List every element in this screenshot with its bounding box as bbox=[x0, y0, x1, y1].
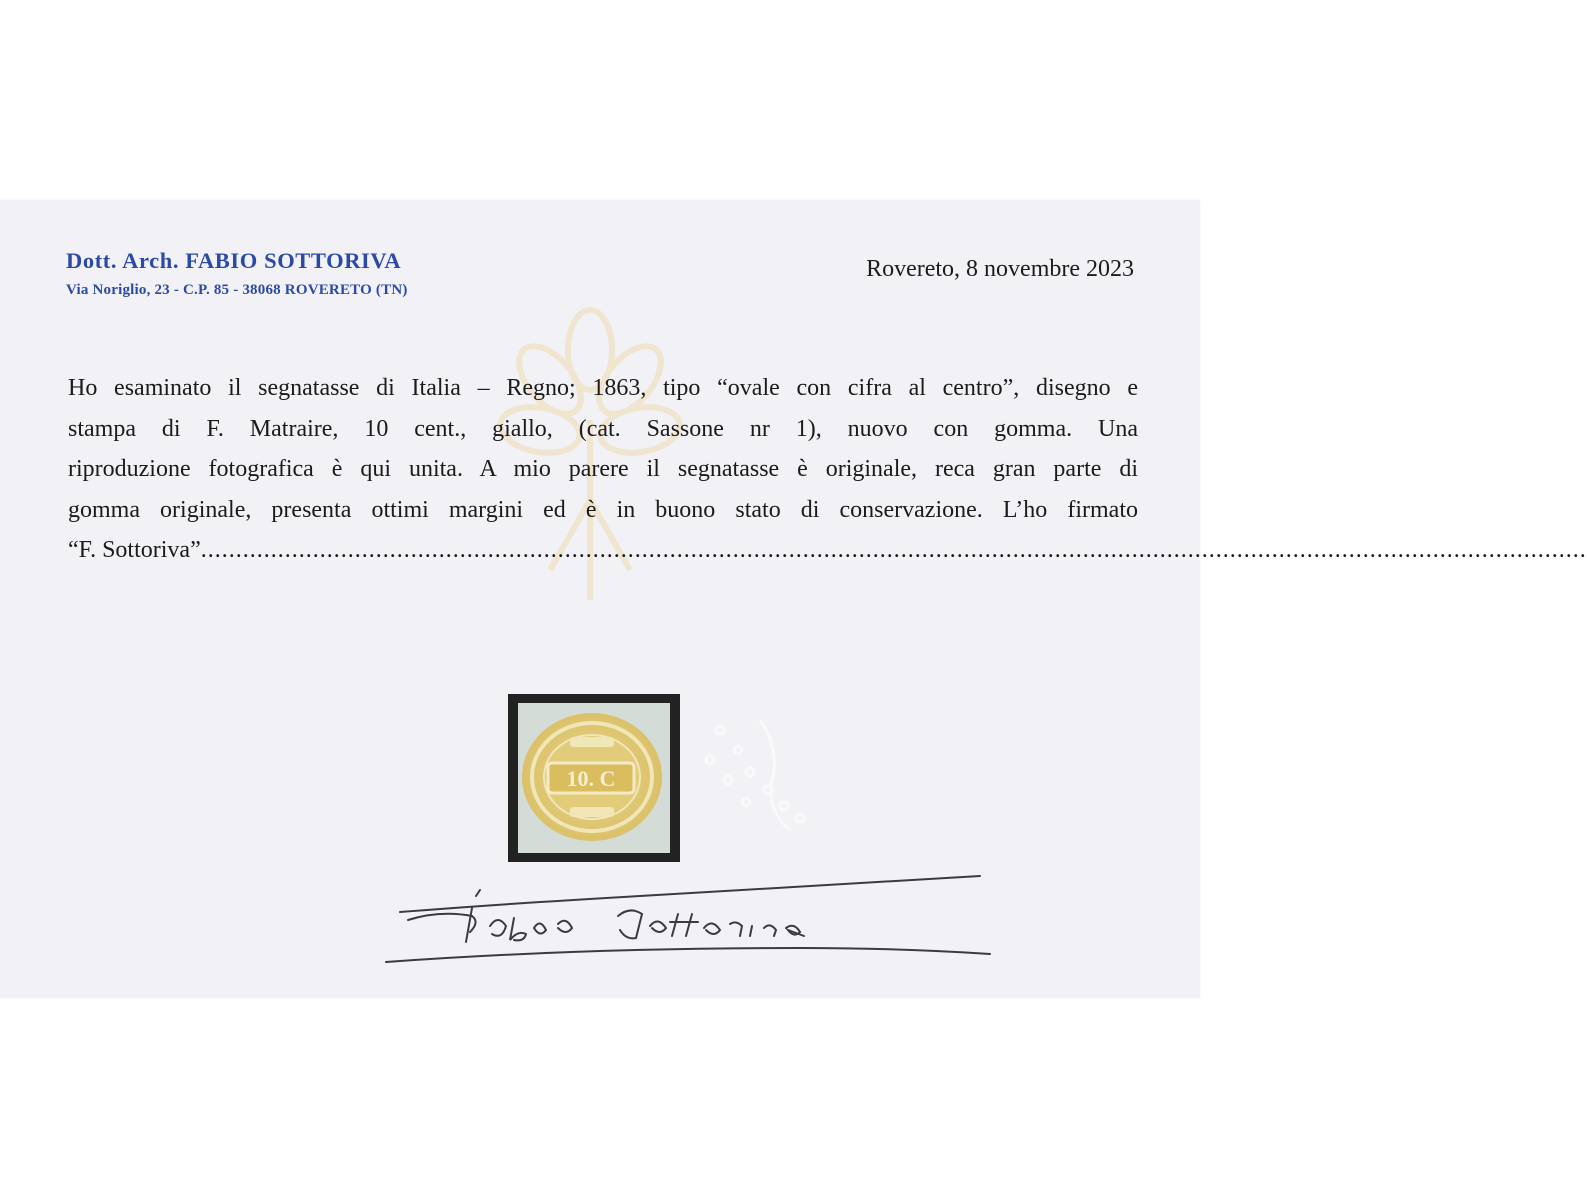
certificate-body bbox=[68, 368, 1587, 571]
embossed-seal-icon bbox=[680, 710, 840, 840]
stamp-value: 10. C bbox=[566, 766, 616, 791]
place-and-date: Rovereto, 8 novembre 2023 bbox=[866, 256, 1134, 282]
letterhead-name: Dott. Arch. FABIO SOTTORIVA bbox=[66, 248, 402, 273]
dotted-leader: ...................................................................................................................................................................................................... bbox=[200, 537, 1587, 563]
certificate-card bbox=[0, 200, 1587, 998]
signature-reference: “F. Sottoriva” bbox=[68, 537, 201, 563]
body-line: stampa di F. Matraire, 10 cent., giallo, (cat. Sassone nr 1), nuovo con gomma. Una bbox=[68, 415, 1138, 442]
body-line: riproduzione fotografica è qui unita. A mio parere il segnatasse è originale, reca gran parte di bbox=[68, 456, 1138, 482]
signature-reference-line bbox=[68, 530, 1587, 571]
body-line: Ho esaminato il segnatasse di Italia – Regno; 1863, tipo “ovale con cifra al centro”, disegno e bbox=[68, 375, 1138, 401]
body-line: gomma originale, presenta ottimi margini ed è in buono stato di conservazione. L’ho firmato bbox=[68, 496, 1138, 523]
letterhead-address: Via Noriglio, 23 - C.P. 85 - 38068 ROVERETO (TN) bbox=[66, 282, 408, 298]
handwritten-signature bbox=[380, 830, 1020, 970]
